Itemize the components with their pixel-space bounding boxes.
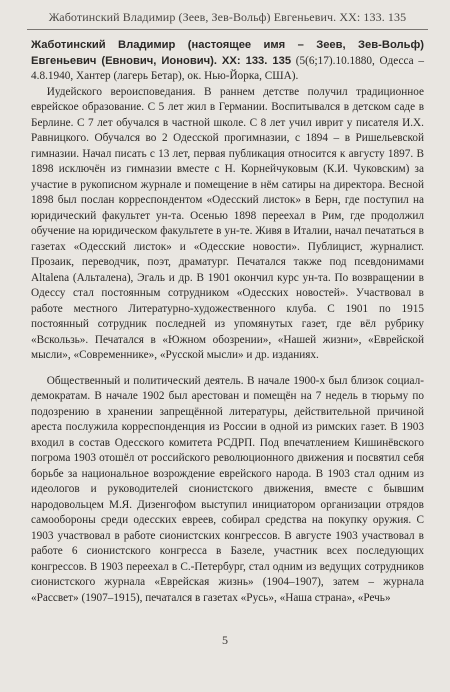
entry-heading: Жаботинский Владимир (настоящее имя – Зеев, Зев-Вольф) Евгеньевич (Евнович, Ионович). XX: 133. 135 [31,39,424,67]
entry-header [31,38,424,85]
body-text [31,38,424,606]
page-number: 5 [222,633,228,647]
paragraph-political: Общественный и политический деятель. В начале 1900-х был близок социал-демократам. В начале 1902 был арестован и помещён на 7 недель в тюрьму по подозрению в хранении запрещённой литературы, действительной причиной ареста послужила корреспонденция из России в одной из римских газет. В 1903 входил в состав Одесского комитета РСДРП. Под впечатлением Кишинёвского погрома 1903 отошёл от российского революционного движения и посвятил себя борьбе за национальное возрождение еврейского народа. В 1903 стал одним из идеологов и руководителей сионистского движения, вместе с бывшим народовольцем М.Я. Дизенгофом выступил инициатором организации отрядов самообороны среди одесских евреев, собирал средства на покупку оружия. С 1903 участвовал в работе сионистских конгрессов. В августе 1903 участвовал в работе 6 сионистского конгресса в Базеле, участник всех последующих конгрессов. В 1903 переехал в С.-Петербург, стал одним из ведущих сотрудников сионистского журнала «Еврейская жизнь» (1904–1907), затем – журнала «Рассвет» (1907–1915), печатался в газетах «Русь», «Наша страна», «Речь» [31,374,424,604]
paragraph-biography: Иудейского вероисповедания. В раннем детстве получил традиционное еврейское образование. С 5 лет жил в Германии. Воспитывался в детском саде в Берлине. С 7 лет обучался в частной школе. С 8 лет учил иврит у писателя И.Х. Равницкого. Обучался во 2 Одесской прогимназии, с 1894 – в Ришельевской гимназии. Начал писать с 13 лет, первая публикация относится к августу 1897. В 1898 исключён из гимназии вместе с Н. Корнейчуковым (К.И. Чуковским) за участие в рукописном журнале и помещение в нём сатиры на директора. Весной 1898 был послан корреспондентом «Одесский листок» в Берн, где поступил на юридический факультет ун-та. Осенью 1898 переехал в Рим, где продолжил обучение на юридическом факультете в ун-те. Живя в Италии, начал печататься в газетах «Одесский листок» и «Одесские новости». Публицист, журналист. Прозаик, переводчик, поэт, драматург. Печатался также под псевдонимами Altalena (Альталена), Эгаль и др. В 1901 окончил курс ун-та. По возвращении в Одессу стал постоянным сотрудником «Одесских новостей». Участвовал в работе местного Литературно-художественного клуба. С 1901 по 1915 постоянный сотрудник последней из упомянутых газет, где вёл рубрику «Вскользь». Печатался в «Южном обозрении», «Нашей жизни», «Еврейской мысли», «Современнике», «Русской мысли» и др. изданиях. [31,85,424,361]
running-head: Жаботинский Владимир (Зеев, Зев-Вольф) Евгеньевич. XX: 133. 135 [27,10,428,30]
entry-dates: (5(6;17).10.1880, Одесса – 4.8.1940, Хантер (лагерь Бетар), ок. Нью-Йорка, США). [31,54,424,82]
